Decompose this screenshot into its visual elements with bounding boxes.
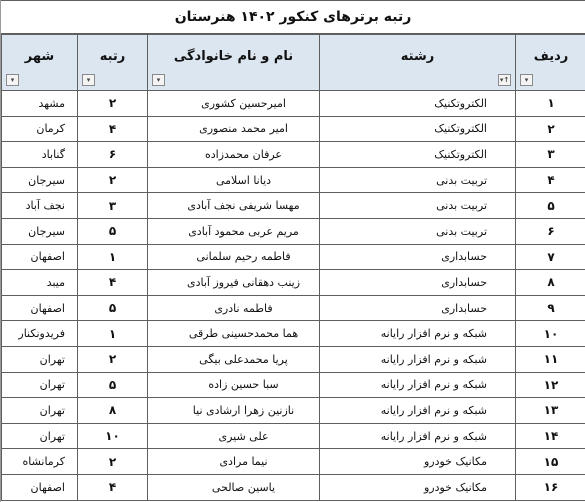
cell-rotbe[interactable]: ۴ (78, 116, 148, 142)
cell-reshte[interactable]: شبکه و نرم افزار رایانه (320, 321, 516, 347)
table-row (2, 244, 585, 270)
table-row (2, 91, 585, 117)
cell-reshte[interactable]: حسابداری (320, 244, 516, 270)
cell-name[interactable]: سبا حسین زاده (148, 372, 320, 398)
cell-shahr[interactable]: نجف آباد (2, 193, 78, 219)
cell-radif[interactable]: ۱۰ (516, 321, 585, 347)
table-row (2, 423, 585, 449)
cell-shahr[interactable]: اصفهان (2, 244, 78, 270)
header-name[interactable] (148, 35, 320, 91)
cell-shahr[interactable]: فریدونکنار (2, 321, 78, 347)
header-rotbe-label: رتبه (99, 49, 126, 64)
header-reshte-label: رشته (400, 49, 435, 64)
cell-reshte[interactable]: شبکه و نرم افزار رایانه (320, 346, 516, 372)
cell-radif[interactable]: ۹ (516, 295, 585, 321)
cell-name[interactable]: هما محمدحسینی طرقی (148, 321, 320, 347)
cell-radif[interactable]: ۱۱ (516, 346, 585, 372)
cell-shahr[interactable]: اصفهان (2, 474, 78, 500)
cell-reshte[interactable]: شبکه و نرم افزار رایانه (320, 372, 516, 398)
cell-rotbe[interactable]: ۴ (78, 270, 148, 296)
cell-radif[interactable]: ۱ (516, 91, 585, 117)
header-rotbe[interactable] (78, 35, 148, 91)
cell-name[interactable]: نازنین زهرا ارشادی نیا (148, 398, 320, 424)
cell-reshte[interactable]: الکتروتکنیک (320, 116, 516, 142)
cell-reshte[interactable]: شبکه و نرم افزار رایانه (320, 398, 516, 424)
cell-shahr[interactable]: کرمانشاه (2, 449, 78, 475)
cell-reshte[interactable]: الکتروتکنیک (320, 142, 516, 168)
cell-shahr[interactable]: میبد (2, 270, 78, 296)
header-name-label: نام و نام خانوادگی (173, 49, 294, 64)
table-row (2, 449, 585, 475)
cell-rotbe[interactable]: ۱۰ (78, 423, 148, 449)
cell-radif[interactable]: ۴ (516, 167, 585, 193)
cell-rotbe[interactable]: ۲ (78, 167, 148, 193)
cell-name[interactable]: مهسا شریفی نجف آبادی (148, 193, 320, 219)
table-body (2, 91, 585, 501)
cell-name[interactable]: دیانا اسلامی (148, 167, 320, 193)
cell-reshte[interactable]: مکانیک خودرو (320, 474, 516, 500)
filter-dropdown-icon[interactable]: ▾ (520, 74, 533, 86)
cell-radif[interactable]: ۳ (516, 142, 585, 168)
cell-name[interactable]: پریا محمدعلی بیگی (148, 346, 320, 372)
header-shahr[interactable] (2, 35, 78, 91)
cell-rotbe[interactable]: ۱ (78, 244, 148, 270)
rankings-table (1, 34, 585, 501)
cell-reshte[interactable]: مکانیک خودرو (320, 449, 516, 475)
cell-name[interactable]: فاطمه نادری (148, 295, 320, 321)
cell-radif[interactable]: ۸ (516, 270, 585, 296)
table-row (2, 372, 585, 398)
cell-rotbe[interactable]: ۵ (78, 218, 148, 244)
cell-shahr[interactable]: کرمان (2, 116, 78, 142)
table-row (2, 116, 585, 142)
cell-radif[interactable]: ۱۴ (516, 423, 585, 449)
sort-filter-icon[interactable]: ↑▾ (498, 74, 511, 86)
cell-reshte[interactable]: شبکه و نرم افزار رایانه (320, 423, 516, 449)
filter-dropdown-icon[interactable]: ▾ (6, 74, 19, 86)
cell-radif[interactable]: ۵ (516, 193, 585, 219)
cell-rotbe[interactable]: ۸ (78, 398, 148, 424)
table-row (2, 142, 585, 168)
header-reshte[interactable] (320, 35, 516, 91)
header-radif-label: ردیف (533, 49, 569, 64)
cell-name[interactable]: مریم عربی محمود آبادی (148, 218, 320, 244)
cell-rotbe[interactable]: ۲ (78, 449, 148, 475)
header-row (2, 35, 585, 91)
cell-name[interactable]: یاسین صالحی (148, 474, 320, 500)
table-title[interactable]: رتبه برترهای کنکور ۱۴۰۲ هنرستان (1, 0, 585, 34)
header-radif[interactable] (516, 35, 585, 91)
table-row (2, 295, 585, 321)
cell-shahr[interactable]: اصفهان (2, 295, 78, 321)
table-row (2, 193, 585, 219)
cell-shahr[interactable]: تهران (2, 398, 78, 424)
cell-rotbe[interactable]: ۵ (78, 295, 148, 321)
cell-shahr[interactable]: سیرجان (2, 218, 78, 244)
table-row (2, 398, 585, 424)
table-row (2, 270, 585, 296)
cell-name[interactable]: امیرحسین کشوری (148, 91, 320, 117)
cell-rotbe[interactable]: ۴ (78, 474, 148, 500)
cell-rotbe[interactable]: ۳ (78, 193, 148, 219)
cell-name[interactable]: عرفان محمدزاده (148, 142, 320, 168)
cell-reshte[interactable]: الکتروتکنیک (320, 91, 516, 117)
table-row (2, 218, 585, 244)
table-row (2, 346, 585, 372)
cell-rotbe[interactable]: ۲ (78, 346, 148, 372)
cell-shahr[interactable]: سیرجان (2, 167, 78, 193)
cell-rotbe[interactable]: ۲ (78, 91, 148, 117)
table-row (2, 321, 585, 347)
cell-name[interactable]: علی شیری (148, 423, 320, 449)
cell-reshte[interactable]: تربیت بدنی (320, 193, 516, 219)
cell-shahr[interactable]: تهران (2, 372, 78, 398)
cell-shahr[interactable]: تهران (2, 423, 78, 449)
cell-name[interactable]: امیر محمد منصوری (148, 116, 320, 142)
filter-dropdown-icon[interactable]: ▾ (152, 74, 165, 86)
cell-reshte[interactable]: حسابداری (320, 295, 516, 321)
cell-radif[interactable]: ۱۲ (516, 372, 585, 398)
cell-radif[interactable]: ۷ (516, 244, 585, 270)
cell-reshte[interactable]: تربیت بدنی (320, 218, 516, 244)
header-shahr-label: شهر (24, 49, 55, 64)
filter-dropdown-icon[interactable]: ▾ (82, 74, 95, 86)
cell-rotbe[interactable]: ۵ (78, 372, 148, 398)
cell-name[interactable]: نیما مرادی (148, 449, 320, 475)
cell-reshte[interactable]: حسابداری (320, 270, 516, 296)
cell-shahr[interactable]: تهران (2, 346, 78, 372)
cell-radif[interactable]: ۱۵ (516, 449, 585, 475)
cell-rotbe[interactable]: ۶ (78, 142, 148, 168)
cell-shahr[interactable]: مشهد (2, 91, 78, 117)
cell-reshte[interactable]: تربیت بدنی (320, 167, 516, 193)
cell-shahr[interactable]: گناباد (2, 142, 78, 168)
table-row (2, 167, 585, 193)
cell-name[interactable]: زینب دهقانی فیروز آبادی (148, 270, 320, 296)
cell-rotbe[interactable]: ۱ (78, 321, 148, 347)
table-row (2, 474, 585, 500)
cell-name[interactable]: فاطمه رحیم سلمانی (148, 244, 320, 270)
cell-radif[interactable]: ۲ (516, 116, 585, 142)
cell-radif[interactable]: ۱۳ (516, 398, 585, 424)
cell-radif[interactable]: ۱۶ (516, 474, 585, 500)
cell-radif[interactable]: ۶ (516, 218, 585, 244)
